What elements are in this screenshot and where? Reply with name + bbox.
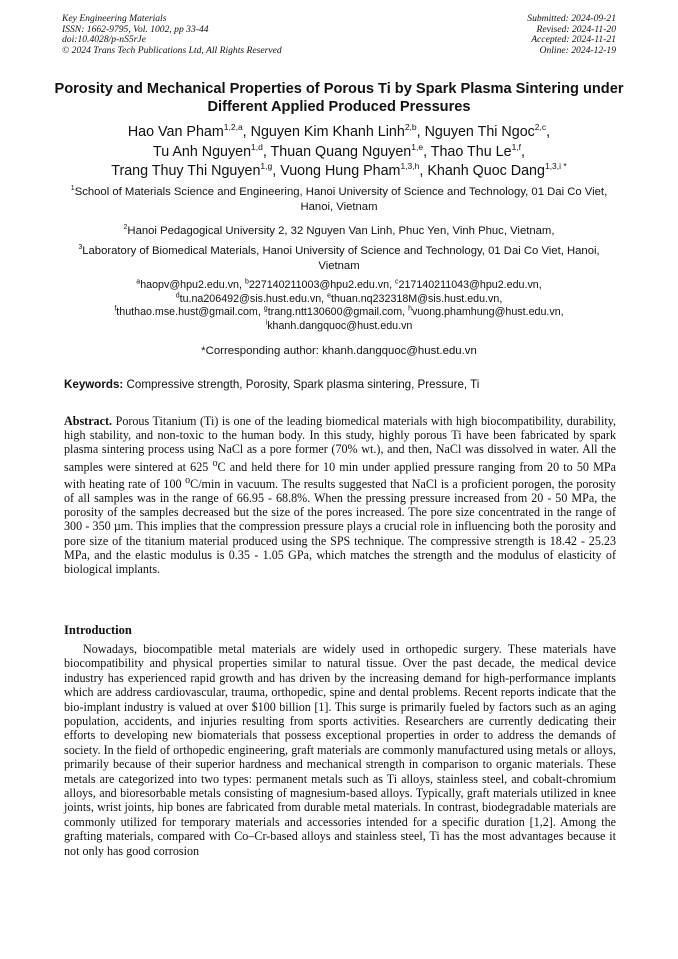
author-name: Thuan Quang Nguyen xyxy=(270,143,412,160)
affiliation-number: 3 xyxy=(78,244,83,252)
author-list: Hao Van Pham$^{1,2,a}$, Nguyen Kim Khanh Linh$^{2,b}$, Nguyen Thi Ngoc$^{2,c}$, Tu Anh Nguyen$^{1,d}$, Thuan Quang Nguyen$^{1,e}$, Thao Thu Le$^{1,f}$, Trang Thuy Thi Nguyen$^{1,g}$, Vuong Hung Pham$^{1,3,h}$, Khanh Quoc Dang$^{1,3,i *}$ xyxy=(111,122,567,179)
paper-title: Porosity and Mechanical Properties of Porous Ti by Spark Plasma Sintering under Different Applied Produced Pressures xyxy=(54,81,624,115)
author-name: Khanh Quoc Dang xyxy=(427,163,545,179)
email-list xyxy=(62,279,616,333)
affiliation-1 xyxy=(62,185,616,214)
email-mark: d xyxy=(175,292,180,300)
section-heading-introduction: Introduction xyxy=(64,623,132,637)
author-affiliation-mark: 2,b xyxy=(404,122,417,133)
email-address[interactable]: 227140211003@hpu2.edu.vn, xyxy=(248,279,396,291)
affiliation-number: 2 xyxy=(123,224,128,232)
email-line xyxy=(62,306,616,320)
degree-sup: o xyxy=(212,457,218,469)
email-mark: c xyxy=(395,278,399,286)
author-name: Nguyen Thi Ngoc xyxy=(424,124,535,140)
introduction-paragraph: Nowadays, biocompatible metal materials are widely used in orthopedic surgery. These materials have biocompatibility and physical properties similar to natural tissue. Over the past decade, the medical device industry has experienced rapid growth and has driven by the increasing demand for high-performance implants which are address cardiovascular, trauma, orthopedic, spine and dental problems. Recent reports indicate that the bio-implant industry is valued at over $100 billion [1]. This surge is primarily fueled by factors such as an aging population, accidents, and injuries resulting from sports activities. Researchers are currently dedicating their efforts to developing new biomaterials that possess exceptional properties in order to address the demands of society. In the field of orthopedic engineering, graft materials are commonly manufactured using metals or alloys, primarily because of their superior hardness and mechanical strength in comparison to organic materials. These metals are categorized into two types: permanent metals such as Ti alloys, stainless steel, and cobalt-chromium alloys, and bioresorbable metals consisting of magnesium-based alloys. Typically, graft materials utilized in knee joints, wrist joints, hip bones are fabricated from durable metal materials. In contrast, biodegradable materials are commonly utilized for temporary materials and accessories intended for a specific duration [1,2]. Among the grafting materials, compared with Co–Cr-based alloys and stainless steel, Ti has the most advantages because it not only has good corrosion xyxy=(64,642,616,858)
author-name: Tu Anh Nguyen xyxy=(153,143,252,160)
affiliation-2 xyxy=(62,224,616,239)
author-name: Trang Thuy Thi Nguyen xyxy=(111,163,261,179)
email-mark: e xyxy=(327,292,332,300)
affiliation-text: Laboratory of Biomedical Materials, Hanoi University of Science and Technology, 01 Dai Co Viet, Hanoi, Vietnam xyxy=(82,245,600,272)
author-affiliation-mark: 1,d xyxy=(251,141,263,152)
author-affiliation-mark: 1,3,h xyxy=(400,161,420,172)
author-affiliation-mark: 1,2,a xyxy=(223,122,243,133)
journal-copyright: © 2024 Trans Tech Publications Ltd, All Rights Reserved xyxy=(62,44,282,56)
abstract-text: C and held there for 10 min under applied pressure ranging from 20 to 50 MPa with heating rate of 100 xyxy=(64,459,616,491)
affiliation-text: School of Materials Science and Engineering, Hanoi University of Science and Technology, 01 Dai Co Viet, Hanoi, Vietnam xyxy=(74,186,608,213)
abstract-text: Porous Titanium (Ti) is one of the leading biomedical materials with high biocompatibility, durability, high stability, and non-toxic to the human body. In this study, highly porous Ti have been fabricated by spark plasma sintering process using NaCl as a pore former (70% wt.), and then, NaCl was dissolved in water. All the samples were sintered at 625 xyxy=(64,414,616,474)
date-submitted: Submitted: 2024-09-21 xyxy=(527,13,616,24)
email-address[interactable]: thuthao.mse.hust@gmail.com, xyxy=(116,306,264,319)
author-name: Vuong Hung Pham xyxy=(280,163,401,179)
affiliation-text: Hanoi Pedagogical University 2, 32 Nguyen Van Linh, Phuc Yen, Vinh Phuc, Vietnam, xyxy=(127,225,555,237)
journal-issn: ISSN: 1662-9795, Vol. 1002, pp 33-44 xyxy=(62,23,209,35)
email-mark: a xyxy=(136,278,141,286)
email-address[interactable]: vuong.phamhung@hust.edu.vn, xyxy=(411,306,564,319)
author-name: Nguyen Kim Khanh Linh xyxy=(250,124,405,140)
email-address[interactable]: 217140211043@hpu2.edu.vn, xyxy=(398,279,542,291)
abstract-text: C/min in vacuum. The results suggested that NaCl is a proficient porogen, the porosity of all samples was in the range of 66.95 - 68.8%. When the pressing pressure increased from 20 - 50 MPa, the porosity of the samples decreased but the size of the pores increased. The pore size concentrated in the range of 300 - 350 µm. This implies that the compression pressure plays a crucial role in influencing both the porosity and pore size of the titanium material produced using the SPS technique. The compressive strength is 18.42 - 25.23 MPa, and the elastic modulus is 0.35 - 1.05 GPa, which matches the strength and the modulus of elasticity of biological implants. xyxy=(64,476,616,577)
email-address[interactable]: thuan.nq232318M@sis.hust.edu.vn, xyxy=(331,292,503,305)
journal-doi: doi:10.4028/p-nS5rJe xyxy=(62,34,146,46)
email-mark: b xyxy=(244,278,249,286)
publication-dates xyxy=(527,14,616,56)
affiliation-number: 1 xyxy=(70,185,75,193)
author-affiliation-mark: 1,3,i * xyxy=(544,161,567,172)
email-line xyxy=(62,293,616,307)
email-mark: f xyxy=(114,305,117,313)
email-line xyxy=(62,320,616,334)
author-affiliation-mark: 2,c xyxy=(534,122,547,133)
email-line xyxy=(62,279,616,293)
email-address[interactable]: trang.ntt130600@gmail.com, xyxy=(267,306,409,319)
email-mark: i xyxy=(265,319,268,327)
email-mark: h xyxy=(408,305,412,313)
date-revised: Revised: 2024-11-20 xyxy=(536,23,616,35)
author-name: Hao Van Pham xyxy=(127,124,224,140)
corresponding-author: *Corresponding author: khanh.dangquoc@hust.edu.vn xyxy=(201,345,477,357)
author-affiliation-mark: 1,g xyxy=(260,161,273,172)
abstract xyxy=(64,414,616,576)
keywords-label: Keywords: xyxy=(64,378,124,391)
journal-info xyxy=(62,14,282,56)
abstract-label: Abstract. xyxy=(64,414,113,428)
email-mark: g xyxy=(263,305,268,313)
author-affiliation-mark: 1,e xyxy=(411,141,424,152)
author-name: Thao Thu Le xyxy=(430,143,512,160)
affiliation-3 xyxy=(62,244,616,273)
email-address[interactable]: tu.na206492@sis.hust.edu.vn, xyxy=(179,292,328,305)
journal-name: Key Engineering Materials xyxy=(62,13,167,24)
keywords xyxy=(64,378,616,392)
keywords-text: Compressive strength, Porosity, Spark plasma sintering, Pressure, Ti xyxy=(123,378,480,391)
date-accepted: Accepted: 2024-11-21 xyxy=(531,34,616,46)
email-address[interactable]: khanh.dangquoc@hust.edu.vn xyxy=(267,319,413,332)
date-online: Online: 2024-12-19 xyxy=(539,44,616,56)
degree-sup: o xyxy=(185,474,191,486)
email-address[interactable]: haopv@hpu2.edu.vn, xyxy=(140,279,245,291)
author-affiliation-mark: 1,f xyxy=(511,141,522,152)
